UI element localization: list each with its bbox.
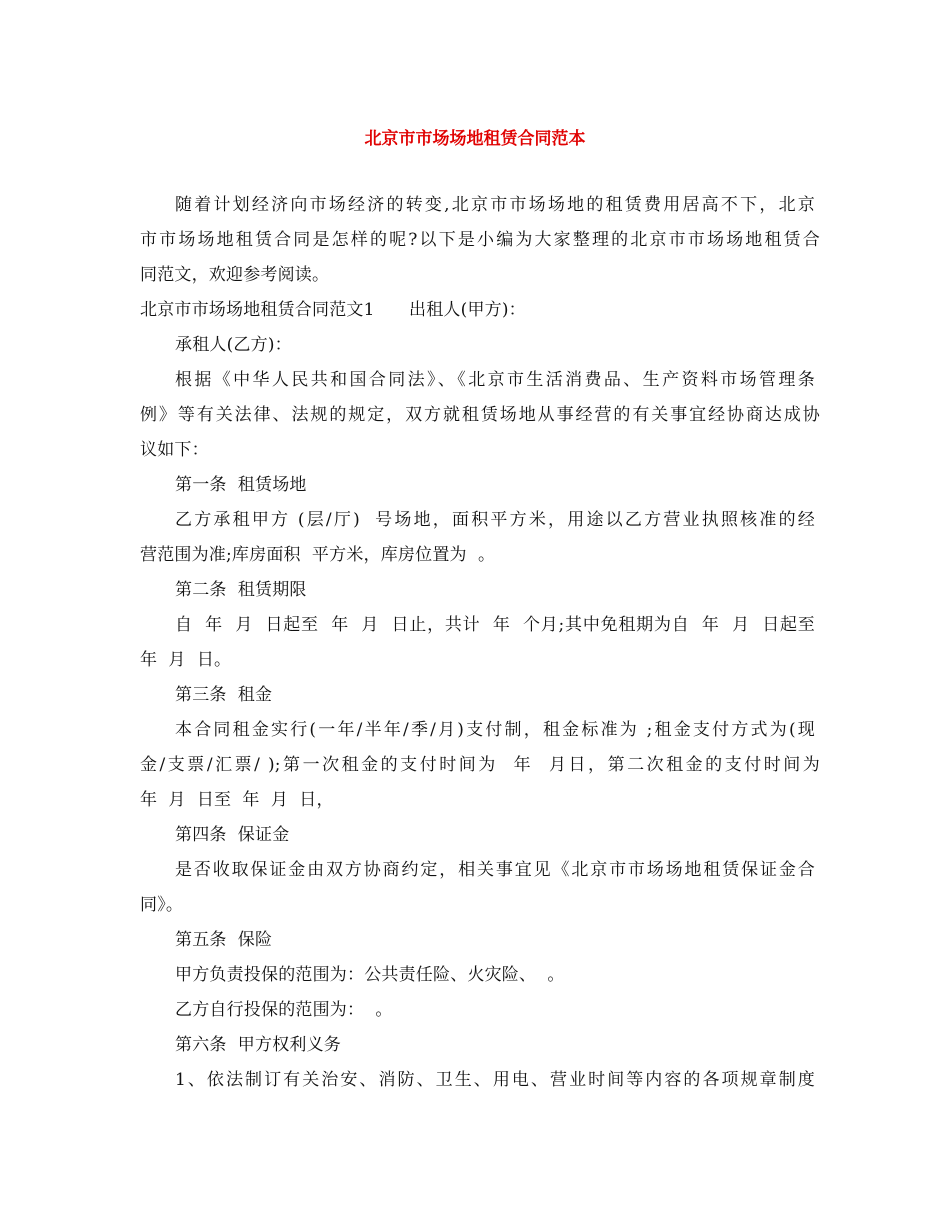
document-title: 北京市市场场地租赁合同范本 bbox=[364, 129, 586, 149]
paragraph-line: 北京市市场场地租赁合同范文1 出租人(甲方)： bbox=[140, 300, 526, 320]
paragraph-line: 营范围为准;库房面积 平方米，库房位置为 。 bbox=[140, 545, 496, 565]
paragraph-line: 金/支票/汇票/ );第一次租金的支付时间为 年 月日，第二次租金的支付时间为 bbox=[140, 755, 820, 775]
paragraph-line: 本合同租金实行(一年/半年/季/月)支付制，租金标准为 ;租金支付方式为(现 bbox=[175, 720, 815, 740]
paragraph-line: 年 月 日。 bbox=[140, 650, 232, 670]
paragraph-line: 自 年 月 日起至 年 月 日止，共计 年 个月;其中免租期为自 年 月 日起至 bbox=[175, 615, 815, 635]
paragraph-line: 同》。 bbox=[140, 895, 184, 915]
paragraph-line: 是否收取保证金由双方协商约定，相关事宜见《北京市市场场地租赁保证金合 bbox=[175, 860, 815, 880]
paragraph-line: 甲方负责投保的范围为：公共责任险、火灾险、 。 bbox=[175, 965, 565, 985]
section-heading: 第二条 租赁期限 bbox=[175, 580, 307, 600]
section-heading: 第五条 保险 bbox=[175, 930, 273, 950]
paragraph-line: 同范文，欢迎参考阅读。 bbox=[140, 265, 330, 285]
section-heading: 第三条 租金 bbox=[175, 685, 273, 705]
paragraph-line: 市市场场地租赁合同是怎样的呢?以下是小编为大家整理的北京市市场场地租赁合 bbox=[140, 230, 820, 250]
paragraph-line: 承租人(乙方)： bbox=[175, 335, 292, 355]
paragraph-line: 年 月 日至 年 月 日， bbox=[140, 790, 334, 810]
paragraph-line: 例》等有关法律、法规的规定，双方就租赁场地从事经营的有关事宜经协商达成协 bbox=[140, 405, 820, 425]
paragraph-line: 乙方自行投保的范围为： 。 bbox=[175, 1000, 393, 1020]
paragraph-line: 随着计划经济向市场经济的转变,北京市市场场地的租赁费用居高不下，北京 bbox=[175, 195, 815, 215]
section-heading: 第六条 甲方权利义务 bbox=[175, 1035, 342, 1055]
section-heading: 第四条 保证金 bbox=[175, 825, 290, 845]
paragraph-line: 议如下： bbox=[140, 440, 209, 460]
paragraph-line: 乙方承租甲方 (层/厅) 号场地，面积平方米，用途以乙方营业执照核准的经 bbox=[175, 510, 815, 530]
paragraph-line: 1、依法制订有关治安、消防、卫生、用电、营业时间等内容的各项规章制度 bbox=[175, 1070, 815, 1090]
section-heading: 第一条 租赁场地 bbox=[175, 475, 307, 495]
paragraph-line: 根据《中华人民共和国合同法》、《北京市生活消费品、生产资料市场管理条 bbox=[175, 370, 815, 390]
